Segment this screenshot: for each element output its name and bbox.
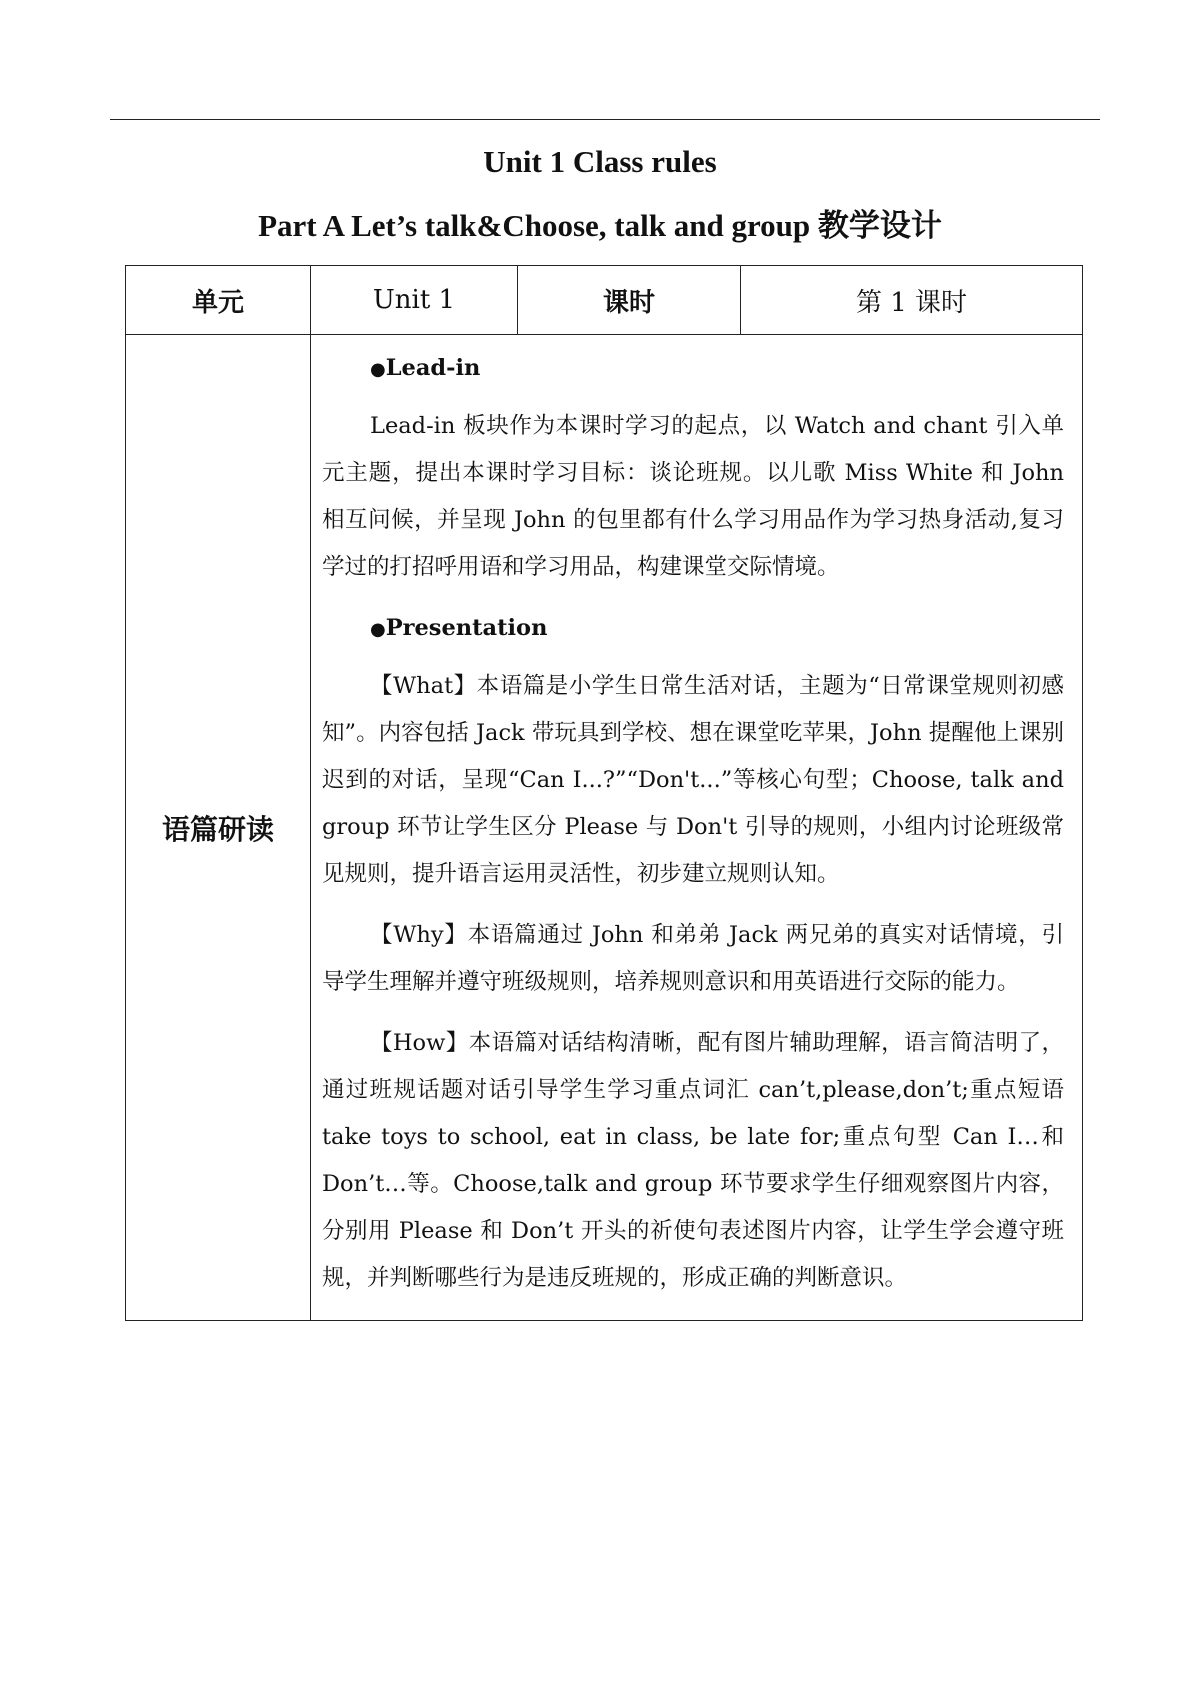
document-subtitle: Part A Let’s talk&Choose, talk and group 教学设计 bbox=[258, 208, 942, 243]
section-content-cell bbox=[311, 335, 1083, 1321]
header-rule bbox=[110, 119, 1100, 120]
period-value-cell: 第 1 课时 bbox=[741, 266, 1083, 335]
bullet-icon: ● bbox=[370, 619, 386, 640]
document-title: Unit 1 Class rules bbox=[483, 144, 717, 179]
why-paragraph: 【Why】本语篇通过 John 和弟弟 Jack 两兄弟的真实对话情境，引导学生理解并遵守班级规则，培养规则意识和用英语进行交际的能力。 bbox=[322, 922, 1064, 995]
unit-label-cell: 单元 bbox=[126, 266, 311, 335]
table-header-row bbox=[126, 266, 1083, 335]
lead-in-paragraph: Lead-in 板块作为本课时学习的起点，以 Watch and chant 引入单元主题，提出本课时学习目标：谈论班规。以儿歌 Miss White 和 John 相互问候，并呈现 John 的包里都有什么学习用品作为学习热身活动,复习学过的打招呼用语和学习用品，构建课堂交际情境。 bbox=[322, 413, 1064, 580]
how-paragraph: 【How】本语篇对话结构清晰，配有图片辅助理解，语言简洁明了，通过班规话题对话引导学生学习重点词汇 can’t,please,don’t;重点短语 take toys to school, eat in class, be late for;重点句型 Can I…和 Don’t…等。Choose,talk and group 环节要求学生仔细观察图片内容，分别用 Please 和 Don’t 开头的祈使句表述图片内容，让学生学会遵守班规，并判断哪些行为是违反班规的，形成正确的判断意识。 bbox=[322, 1030, 1064, 1291]
what-paragraph: 【What】本语篇是小学生日常生活对话，主题为“日常课堂规则初感知”。内容包括 Jack 带玩具到学校、想在课堂吃苹果，John 提醒他上课别迟到的对话，呈现“Can I...?”“Don't...”等核心句型；Choose, talk and group 环节让学生区分 Please 与 Don't 引导的规则，小组内讨论班级常见规则，提升语言运用灵活性，初步建立规则认知。 bbox=[322, 673, 1064, 887]
bullet-icon: ● bbox=[370, 359, 386, 380]
presentation-heading: ●Presentation bbox=[370, 615, 548, 641]
table-content-row bbox=[126, 335, 1083, 1321]
section-label-cell: 语篇研读 bbox=[126, 335, 311, 1321]
period-label-cell: 课时 bbox=[518, 266, 741, 335]
lead-in-heading: ●Lead-in bbox=[370, 355, 481, 381]
unit-value-cell: Unit 1 bbox=[311, 266, 518, 335]
lesson-table bbox=[125, 265, 1083, 1321]
